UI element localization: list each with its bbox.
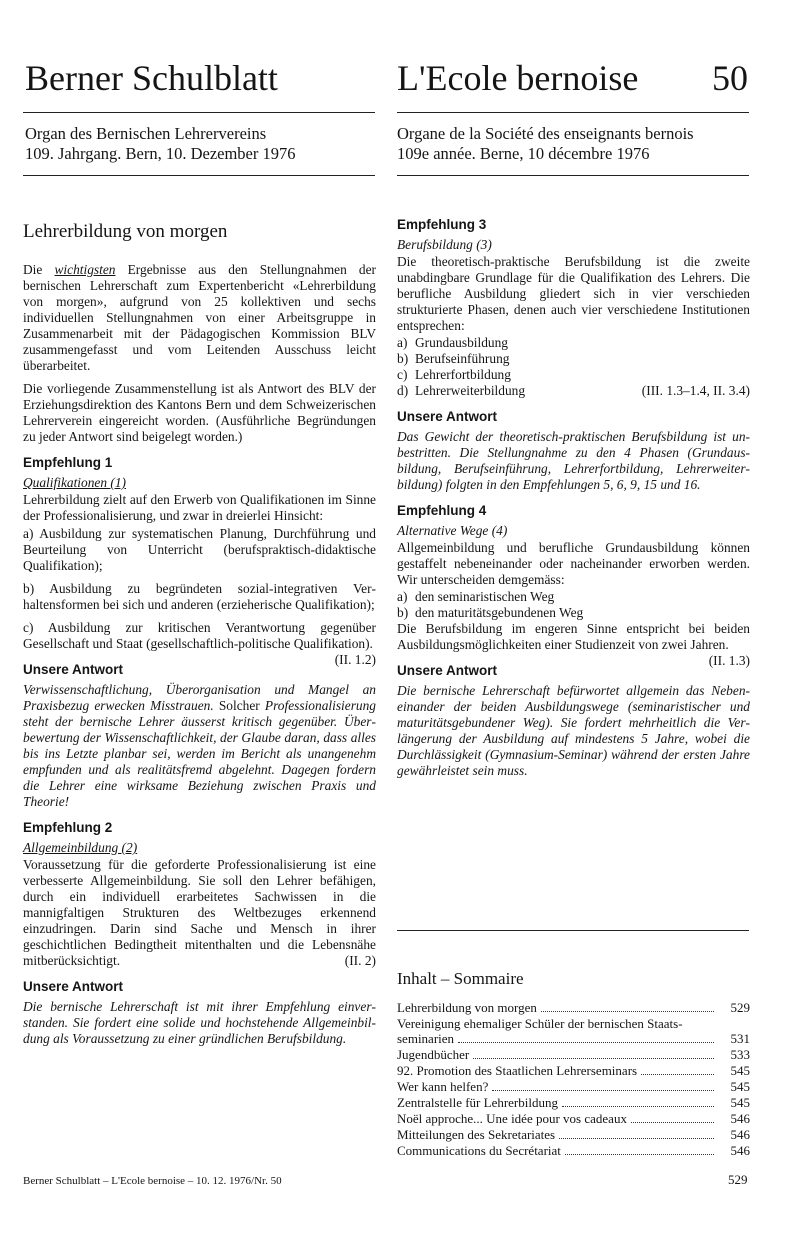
intro-paragraph-2: Die vorliegende Zusammenstellung ist als Antwort des BLV der Erziehungsdirektion des Kantons Bern und dem Schweizerischen Lehrerverein eingereicht worden. (Ausführliche Begründungen zu jeder Antwort sind beigelegt worden.) (23, 381, 376, 444)
toc-label: Noël approche... Une idée pour vos cadeaux (397, 1111, 627, 1127)
subtitle-fr-organ: Organe de la Société des enseignants bernois (397, 124, 694, 143)
recommendation-2-text (23, 857, 376, 969)
table-of-contents (397, 968, 750, 1159)
answer-2-heading: Unsere Antwort (23, 979, 124, 994)
recommendation-1-heading: Empfehlung 1 (23, 455, 113, 470)
list-item (23, 581, 376, 613)
toc-entry-line[interactable]: Vereinigung ehemaliger Schüler der bernischen Staats- (397, 1016, 683, 1031)
article-title: Lehrerbildung von morgen (23, 221, 228, 242)
header-rule (23, 112, 375, 113)
toc-page: 529 (730, 1000, 750, 1015)
toc-page: 545 (730, 1063, 750, 1079)
recommendation-2-subheading: Allgemeinbildung (2) (23, 840, 138, 855)
toc-page: 545 (730, 1095, 750, 1111)
reference: (III. 1.3–1.4, II. 3.4) (641, 383, 750, 398)
answer-4-heading: Unsere Antwort (397, 663, 498, 678)
toc-page: 531 (730, 1031, 750, 1047)
subtitle-de-date: 109. Jahrgang. Bern, 10. Dezember 1976 (25, 144, 296, 163)
list-marker: a) (397, 589, 408, 604)
list-marker: b) (23, 581, 35, 596)
list-marker: c) (397, 367, 408, 382)
text: Professionalisierung steht der bernische Lehrer äusserst kritisch gegenüber. Überbewertung der Wissenschaftlichkeit, der Glaube daran, dass alles bis ins Letzte planbar sei, werden im Bericht als unangenehm empfunden und als realitätsfremd abgelehnt. Dagegen fordern die Lehrer eine wirksame Beziehung zwischen Praxis und Theorie! (23, 698, 376, 809)
recommendation-4-heading: Empfehlung 4 (397, 503, 487, 518)
list-item (23, 620, 377, 667)
text: Die Berufsbildung im engeren Sinne entspricht bei beiden Ausbildungsmöglichkeiten einer Studienzeit von zwei Jahren. (397, 621, 750, 652)
toc-page: 546 (730, 1111, 750, 1127)
text: Ergebnisse aus den Stellungnahmen der bernischen Lehrerschaft zum Expertenbericht «Lehrerbildung von morgen», aufgrund von 25 kollektiven und sechs individuellen Stellungnahmen von einer Arbeitsgruppe in Zusammenarbeit mit der Pädagogischen Kommission BLV zusammengefasst und vom Leitenden Ausschuss leicht überarbeitet. (23, 262, 377, 373)
list-item (397, 383, 750, 399)
reference: (II. 1.2) (334, 652, 376, 667)
leader-dots (541, 1011, 714, 1012)
answer-3-heading: Unsere Antwort (397, 409, 498, 424)
toc-entry[interactable] (397, 1047, 750, 1063)
recommendation-4-subheading: Alternative Wege (4) (397, 523, 508, 538)
toc-entry[interactable] (397, 1127, 750, 1143)
list-text: Ausbildung zur kritischen Verantwortung gegenüber Gesellschaft und Staat (gesellschaftlich-politische Qualifikation). (23, 620, 377, 651)
toc-rule (397, 930, 749, 931)
list-item (397, 605, 750, 621)
list-text: Lehrerweiterbildung (415, 383, 526, 398)
toc-label: Communications du Secrétariat (397, 1143, 561, 1159)
list-marker: d) (397, 383, 409, 398)
toc-label: Wer kann helfen? (397, 1079, 489, 1095)
leader-dots (631, 1122, 714, 1123)
recommendation-1-text: Lehrerbildung zielt auf den Erwerb von Qualifikationen im Sinne der Professionalisierung, und zwar in dreierlei Hinsicht: (23, 492, 376, 523)
toc-label: seminarien (397, 1031, 455, 1047)
footer-citation: Berner Schulblatt – L'Ecole bernoise – 10. 12. 1976/Nr. 50 (23, 1175, 282, 1187)
list-text: den maturitätsgebundenen Weg (415, 605, 584, 620)
toc-entry[interactable] (397, 1095, 750, 1111)
toc-label: Jugendbücher (397, 1047, 470, 1063)
recommendation-3-text: Die theoretisch-praktische Berufsbildung ist die zweite unabdingbare Grundlage für die Qualifikation des Lehrers. Die berufliche Ausbildung gliedert sich in vier verschieden strukturierte Phasen, denen auch vier verschiedene Institutionen entsprechen: (397, 254, 750, 333)
toc-page: 546 (730, 1127, 750, 1143)
footer-page-number: 529 (728, 1172, 748, 1187)
intro-paragraph (23, 262, 376, 374)
toc-page: 545 (730, 1079, 750, 1095)
emphasis: wichtigsten (54, 262, 116, 277)
leader-dots (458, 1042, 714, 1043)
list-marker: b) (397, 351, 409, 366)
list-text: Ausbildung zu begründeten sozial-integrativen Verhaltensformen bei sich und anderen (erzieherische Qualifikation); (23, 581, 377, 612)
toc-label: Mitteilungen des Sekretariates (397, 1127, 556, 1143)
leader-dots (562, 1106, 714, 1107)
toc-entry[interactable] (397, 1000, 750, 1016)
leader-dots (473, 1058, 714, 1059)
subtitle-de (25, 124, 296, 164)
recommendation-2-heading: Empfehlung 2 (23, 820, 113, 835)
issue-number: 50 (712, 58, 748, 98)
leader-dots (492, 1090, 714, 1091)
list-marker: a) (23, 526, 34, 541)
list-item (397, 351, 750, 367)
toc-label: Lehrerbildung von morgen (397, 1000, 537, 1015)
reference: (II. 1.3) (708, 653, 750, 668)
list-item (23, 526, 376, 574)
toc-entry[interactable] (397, 1079, 750, 1095)
list-text: Berufseinführung (415, 351, 510, 366)
masthead-title-de: Berner Schulblatt (25, 58, 278, 98)
subtitle-fr (397, 124, 694, 164)
text: Die (23, 262, 55, 277)
recommendation-1-subheading: Qualifikationen (1) (23, 475, 127, 490)
toc-entry[interactable] (397, 1063, 750, 1079)
left-column (23, 220, 376, 1054)
leader-dots (641, 1074, 714, 1075)
right-column (397, 216, 750, 786)
text: Solcher (213, 698, 265, 713)
toc-page: 546 (730, 1143, 750, 1159)
leader-dots (559, 1138, 714, 1139)
list-marker: a) (397, 335, 408, 350)
subheader-rule (397, 175, 749, 176)
masthead-title-fr: L'Ecole bernoise (397, 58, 639, 98)
toc-label: Zentralstelle für Lehrerbildung (397, 1095, 558, 1111)
recommendation-4-text-2 (397, 621, 750, 668)
recommendation-3-heading: Empfehlung 3 (397, 217, 487, 232)
list-text: Ausbildung zur systematischen Planung, Durchführung und Beurteilung von Unterricht (berufspraktisch-didaktische Qualifikation); (23, 526, 376, 573)
list-text: Lehrerfortbildung (415, 367, 511, 382)
list-item (397, 589, 750, 605)
header-rule (397, 112, 749, 113)
list-marker: c) (23, 620, 34, 635)
answer-2-text: Die bernische Lehrerschaft ist mit ihrer Empfehlung einverstanden. Sie fordert eine solide und hochstehende Allgemeinbildung als Voraussetzung zu einer gründlichen Berufsbildung. (23, 999, 376, 1046)
toc-title: Inhalt – Sommaire (397, 969, 524, 988)
text: Voraussetzung für die geforderte Professionalisierung ist eine verbesserte Allgemeinbildung. Sie soll den Lehrer befähigen, durch ein individuell erarbeitetes Sachwissen in die mannigfaltigen Strukturen des Weltbezuges erkennend einzudringen. Darin sind Sache und Mensch in ihrer geschichtlichen Bedingtheit mitenthalten und die Lebensnähe mitberücksichtigt. (23, 857, 376, 968)
list-item (397, 335, 750, 351)
list-text: den seminaristischen Weg (415, 589, 555, 604)
toc-entry[interactable] (397, 1031, 750, 1047)
toc-label: 92. Promotion des Staatlichen Lehrerseminars (397, 1063, 638, 1079)
leader-dots (565, 1154, 714, 1155)
reference: (II. 2) (344, 953, 376, 968)
toc-page: 533 (730, 1047, 750, 1063)
answer-4-text: Die bernische Lehrerschaft befürwortet allgemein das Nebeneinander der beiden Ausbildungswege (seminaristischer und maturitätsgebundener Weg). Sie fordert mehrheitlich die Verlängerung der Ausbildung auf mindestens 5 Jahre, wobei die Durchlässigkeit (Gymnasium-Seminar) während der ersten Jahre gewährleistet sein muss. (397, 683, 750, 778)
toc-entry[interactable] (397, 1111, 750, 1127)
list-marker: b) (397, 605, 409, 620)
answer-3-text: Das Gewicht der theoretisch-praktischen Berufsbildung ist unbestritten. Die Stellungnahme zu den 4 Phasen (Grundausbildung, Berufseinführung, Lehrerfortbildung, Lehrerweiterbildung) folgten in den Empfehlungen 5, 6, 9, 15 und 16. (397, 429, 750, 492)
answer-1-heading: Unsere Antwort (23, 662, 124, 677)
list-text: Grundausbildung (415, 335, 508, 350)
subheader-rule (23, 175, 375, 176)
toc-entry[interactable] (397, 1143, 750, 1159)
list-item (397, 367, 750, 383)
recommendation-4-text: Allgemeinbildung und berufliche Grundausbildung können gestaffelt nebeneinander oder nacheinander erworben werden. Wir unterscheiden demgemäss: (397, 540, 750, 587)
subtitle-fr-date: 109e année. Berne, 10 décembre 1976 (397, 144, 650, 163)
subtitle-de-organ: Organ des Bernischen Lehrervereins (25, 124, 267, 143)
text: Verwissenschaftlichung, Überorganisation und Mangel an Praxisbezug erwecken Misstrauen. (23, 682, 376, 713)
recommendation-3-subheading: Berufsbildung (3) (397, 237, 492, 252)
answer-1-text (23, 682, 376, 810)
